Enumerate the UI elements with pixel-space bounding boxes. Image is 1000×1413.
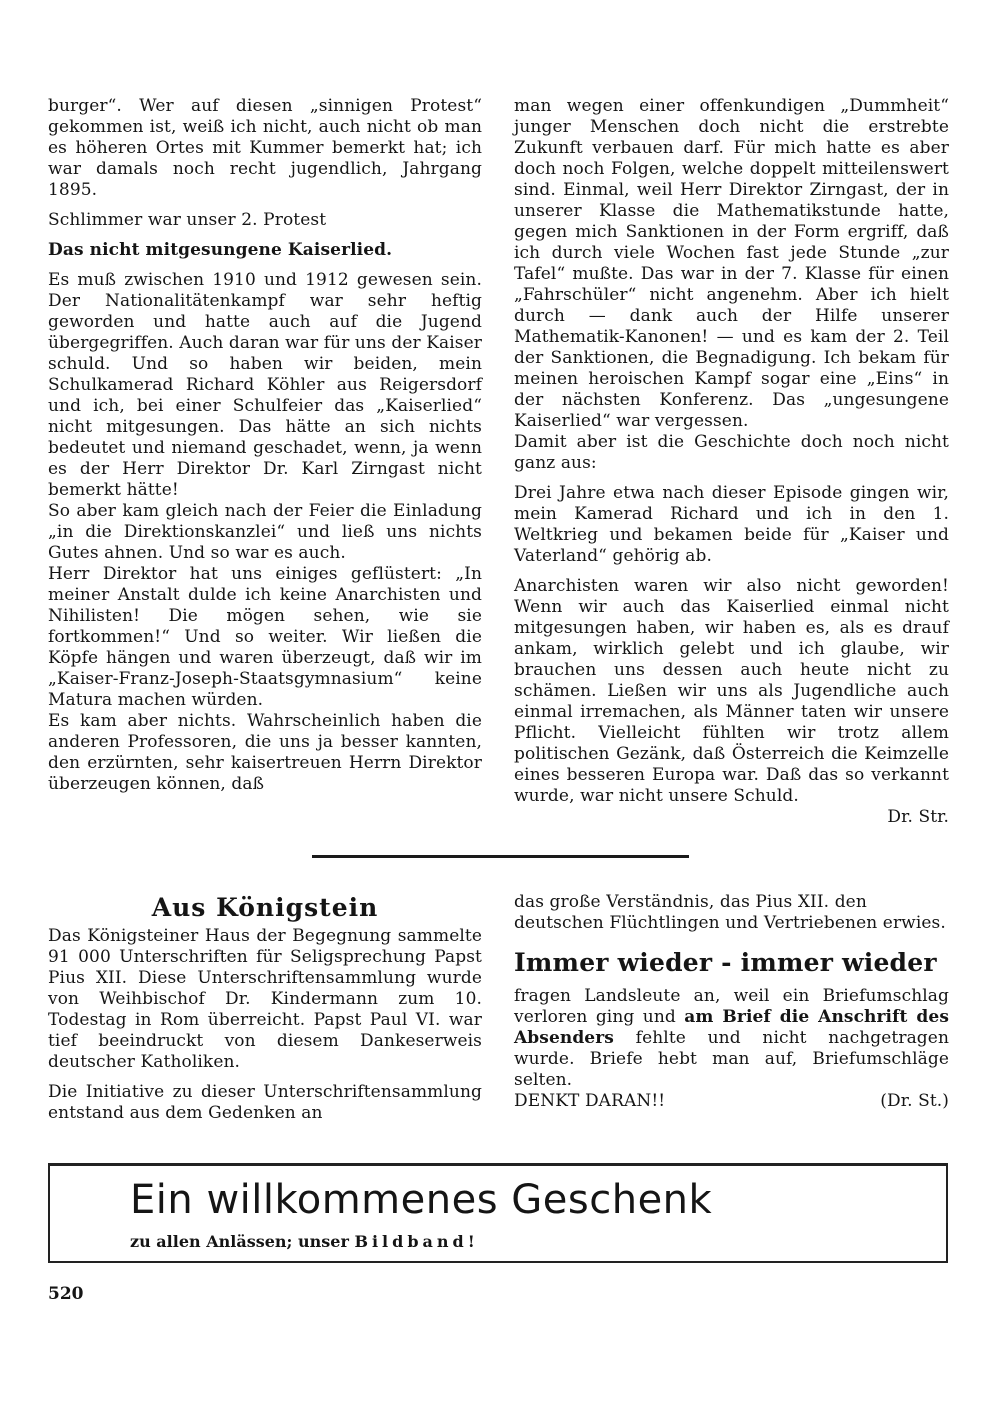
paragraph: Schlimmer war unser 2. Protest	[48, 210, 327, 230]
author-signature: (Dr. St.)	[880, 1091, 949, 1111]
right-bottom-column	[514, 892, 949, 1112]
ad-subline	[130, 1232, 479, 1252]
closing-row	[514, 1091, 949, 1112]
advertisement-box	[48, 1163, 948, 1263]
koenigstein-article	[48, 892, 482, 1124]
section-heading: Das nicht mitgesungene Kaiserlied.	[48, 240, 393, 260]
section-divider	[312, 855, 689, 858]
immer-wieder-title: Immer wieder - immer wieder	[514, 948, 937, 977]
text: fragen Landsleute an, weil ein Briefumschlag verloren ging und	[514, 986, 949, 1027]
page-number: 520	[48, 1284, 84, 1304]
paragraph: Es muß zwischen 1910 und 1912 gewesen sein. Der Nationalitätenkampf war sehr heftig geworden und hatte auch auf die Jugend übergegriffen. Auch daran war für uns der Kaiser schuld. Und so haben wir beiden, mein Schulkamerad Richard Köhler aus Reigersdorf und ich, bei einer Schulfeier das „Kaiserlied“ nicht mitgesungen. Das hätte an sich nichts bedeutet und niemand geschadet, wenn, ja wenn es der Herr Direktor Dr. Karl Zirngast nicht bemerkt hätte!	[48, 270, 483, 500]
koenigstein-title: Aus Königstein	[151, 893, 379, 922]
paragraph: Herr Direktor hat uns einiges geflüstert: „In meiner Anstalt dulde ich keine Anarchisten und Nihilisten! Die mögen sehen, wie sie fortkommen!“ Und so weiter. Wir ließen die Köpfe hängen und waren überzeugt, daß wir im „Kaiser-Franz-Joseph-Staatsgymnasium“ keine Matura machen würden.	[48, 564, 482, 710]
ad-subline-highlight: Bildband!	[354, 1232, 479, 1251]
paragraph: Anarchisten waren wir also nicht geworden! Wenn wir auch das Kaiserlied einmal nicht mitgesungen haben, wir haben es, als es drauf ankam, wirklich gelebt und ich glaube, wir brauchen uns dessen auch heute nicht zu schämen. Ließen wir uns als Jugendliche auch einmal irremachen, als Männer taten wir unsere Pflicht. Vielleicht fühlten wir trotz allem politischen Gezänk, daß Österreich die Keimzelle eines besseren Europa war. Daß das so verkannt wurde, war nicht unsere Schuld.	[514, 576, 949, 806]
closing-text: DENKT DARAN!!	[514, 1091, 666, 1111]
paragraph: Es kam aber nichts. Wahrscheinlich haben die anderen Professoren, die uns ja besser kannten, den erzürnten, sehr kaisertreuen Herrn Direktor überzeugen können, daß	[48, 711, 482, 794]
paragraph: Drei Jahre etwa nach dieser Episode gingen wir, mein Kamerad Richard und ich in den 1. Weltkrieg und bekamen beide für „Kaiser und Vaterland“ gehörig ab.	[514, 483, 949, 566]
bold-text: am Brief die Anschrift des Absenders	[514, 1007, 949, 1048]
paragraph: burger“. Wer auf diesen „sinnigen Protest“ gekommen ist, weiß ich nicht, auch nicht ob man es höheren Ortes mit Kummer bemerkt hat; ich war damals noch recht jugendlich, Jahrgang 1895.	[48, 96, 482, 200]
paragraph: das große Verständnis, das Pius XII. den deutschen Flüchtlingen und Vertriebenen erwies.	[514, 892, 946, 933]
ad-headline: Ein willkommenes Geschenk	[130, 1177, 713, 1223]
text: fehlte und nicht nachgetragen wurde. Briefe hebt man auf, Briefumschläge selten.	[514, 1028, 949, 1090]
paragraph: man wegen einer offenkundigen „Dummheit“ junger Menschen doch nicht die erstrebte Zukunft verbauen darf. Für mich hatte es aber doch noch Folgen, welche doppelt mitteilenswert sind. Einmal, weil Herr Direktor Zirngast, der in unserer Klasse die Mathematikstunde hatte, gegen mich Sanktionen in der Form ergriff, daß ich durch viele Wochen fast jede Stunde „zur Tafel“ mußte. Das war in der 7. Klasse für einen „Fahrschüler“ nicht angenehm. Aber ich hielt durch — dank auch der Hilfe unserer Mathematik-Kanonen! — und es kam der 2. Teil der Sanktionen, die Begnadigung. Ich bekam für meinen heroischen Kampf sogar eine „Eins“ in der nächsten Konferenz. Das „ungesungene Kaiserlied“ war vergessen.	[514, 96, 949, 431]
immer-wieder-paragraph	[514, 986, 949, 1091]
ad-subline-text: zu allen Anlässen; unser	[130, 1232, 355, 1251]
article-right-column	[514, 96, 949, 828]
paragraph: So aber kam gleich nach der Feier die Einladung „in die Direktionskanzlei“ und ließ uns nichts Gutes ahnen. Und so war es auch.	[48, 501, 482, 563]
paragraph: Das Königsteiner Haus der Begegnung sammelte 91 000 Unterschriften für Seligsprechung Papst Pius XII. Diese Unterschriftensammlung wurde von Weihbischof Dr. Kindermann zum 10. Todestag in Rom überreicht. Papst Paul VI. war tief beeindruckt von diesem Dankeserweis deutscher Katholiken.	[48, 926, 482, 1072]
article-left-column	[48, 96, 482, 795]
author-signature: Dr. Str.	[887, 807, 949, 827]
paragraph: Damit aber ist die Geschichte doch noch nicht ganz aus:	[514, 432, 949, 473]
paragraph: Die Initiative zu dieser Unterschriftensammlung entstand aus dem Gedenken an	[48, 1082, 482, 1123]
